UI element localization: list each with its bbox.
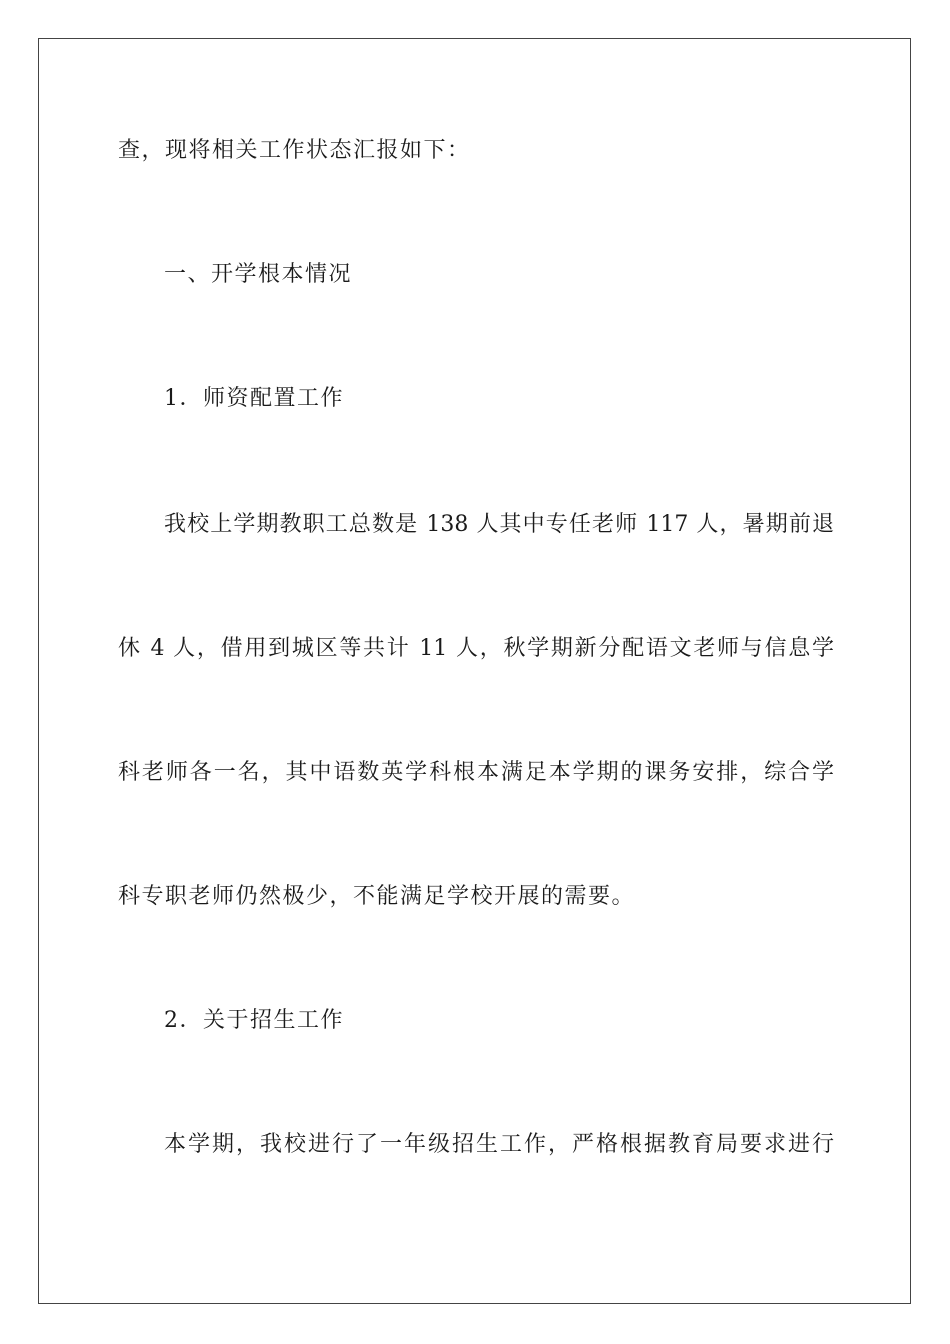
- paragraph-line-staff-2: 休 4 人，借用到城区等共计 11 人，秋学期新分配语文老师与信息学: [118, 636, 834, 661]
- section-heading-1: 一、开学根本情况: [164, 262, 353, 287]
- paragraph-line-staff-1: 我校上学期教职工总数是 138 人其中专任老师 117 人，暑期前退: [164, 512, 834, 537]
- paragraph-line-enrollment-1: 本学期，我校进行了一年级招生工作，严格根据教育局要求进行: [164, 1132, 834, 1157]
- paragraph-line-intro-end: 查，现将相关工作状态汇报如下：: [118, 138, 471, 163]
- subheading-2-enrollment: 2．关于招生工作: [164, 1008, 344, 1033]
- paragraph-line-staff-4: 科专职老师仍然极少，不能满足学校开展的需要。: [118, 884, 636, 909]
- subheading-1-teacher-allocation: 1．师资配置工作: [164, 386, 344, 411]
- page-border: [38, 38, 911, 1304]
- paragraph-line-staff-3: 科老师各一名，其中语数英学科根本满足本学期的课务安排，综合学: [118, 760, 834, 785]
